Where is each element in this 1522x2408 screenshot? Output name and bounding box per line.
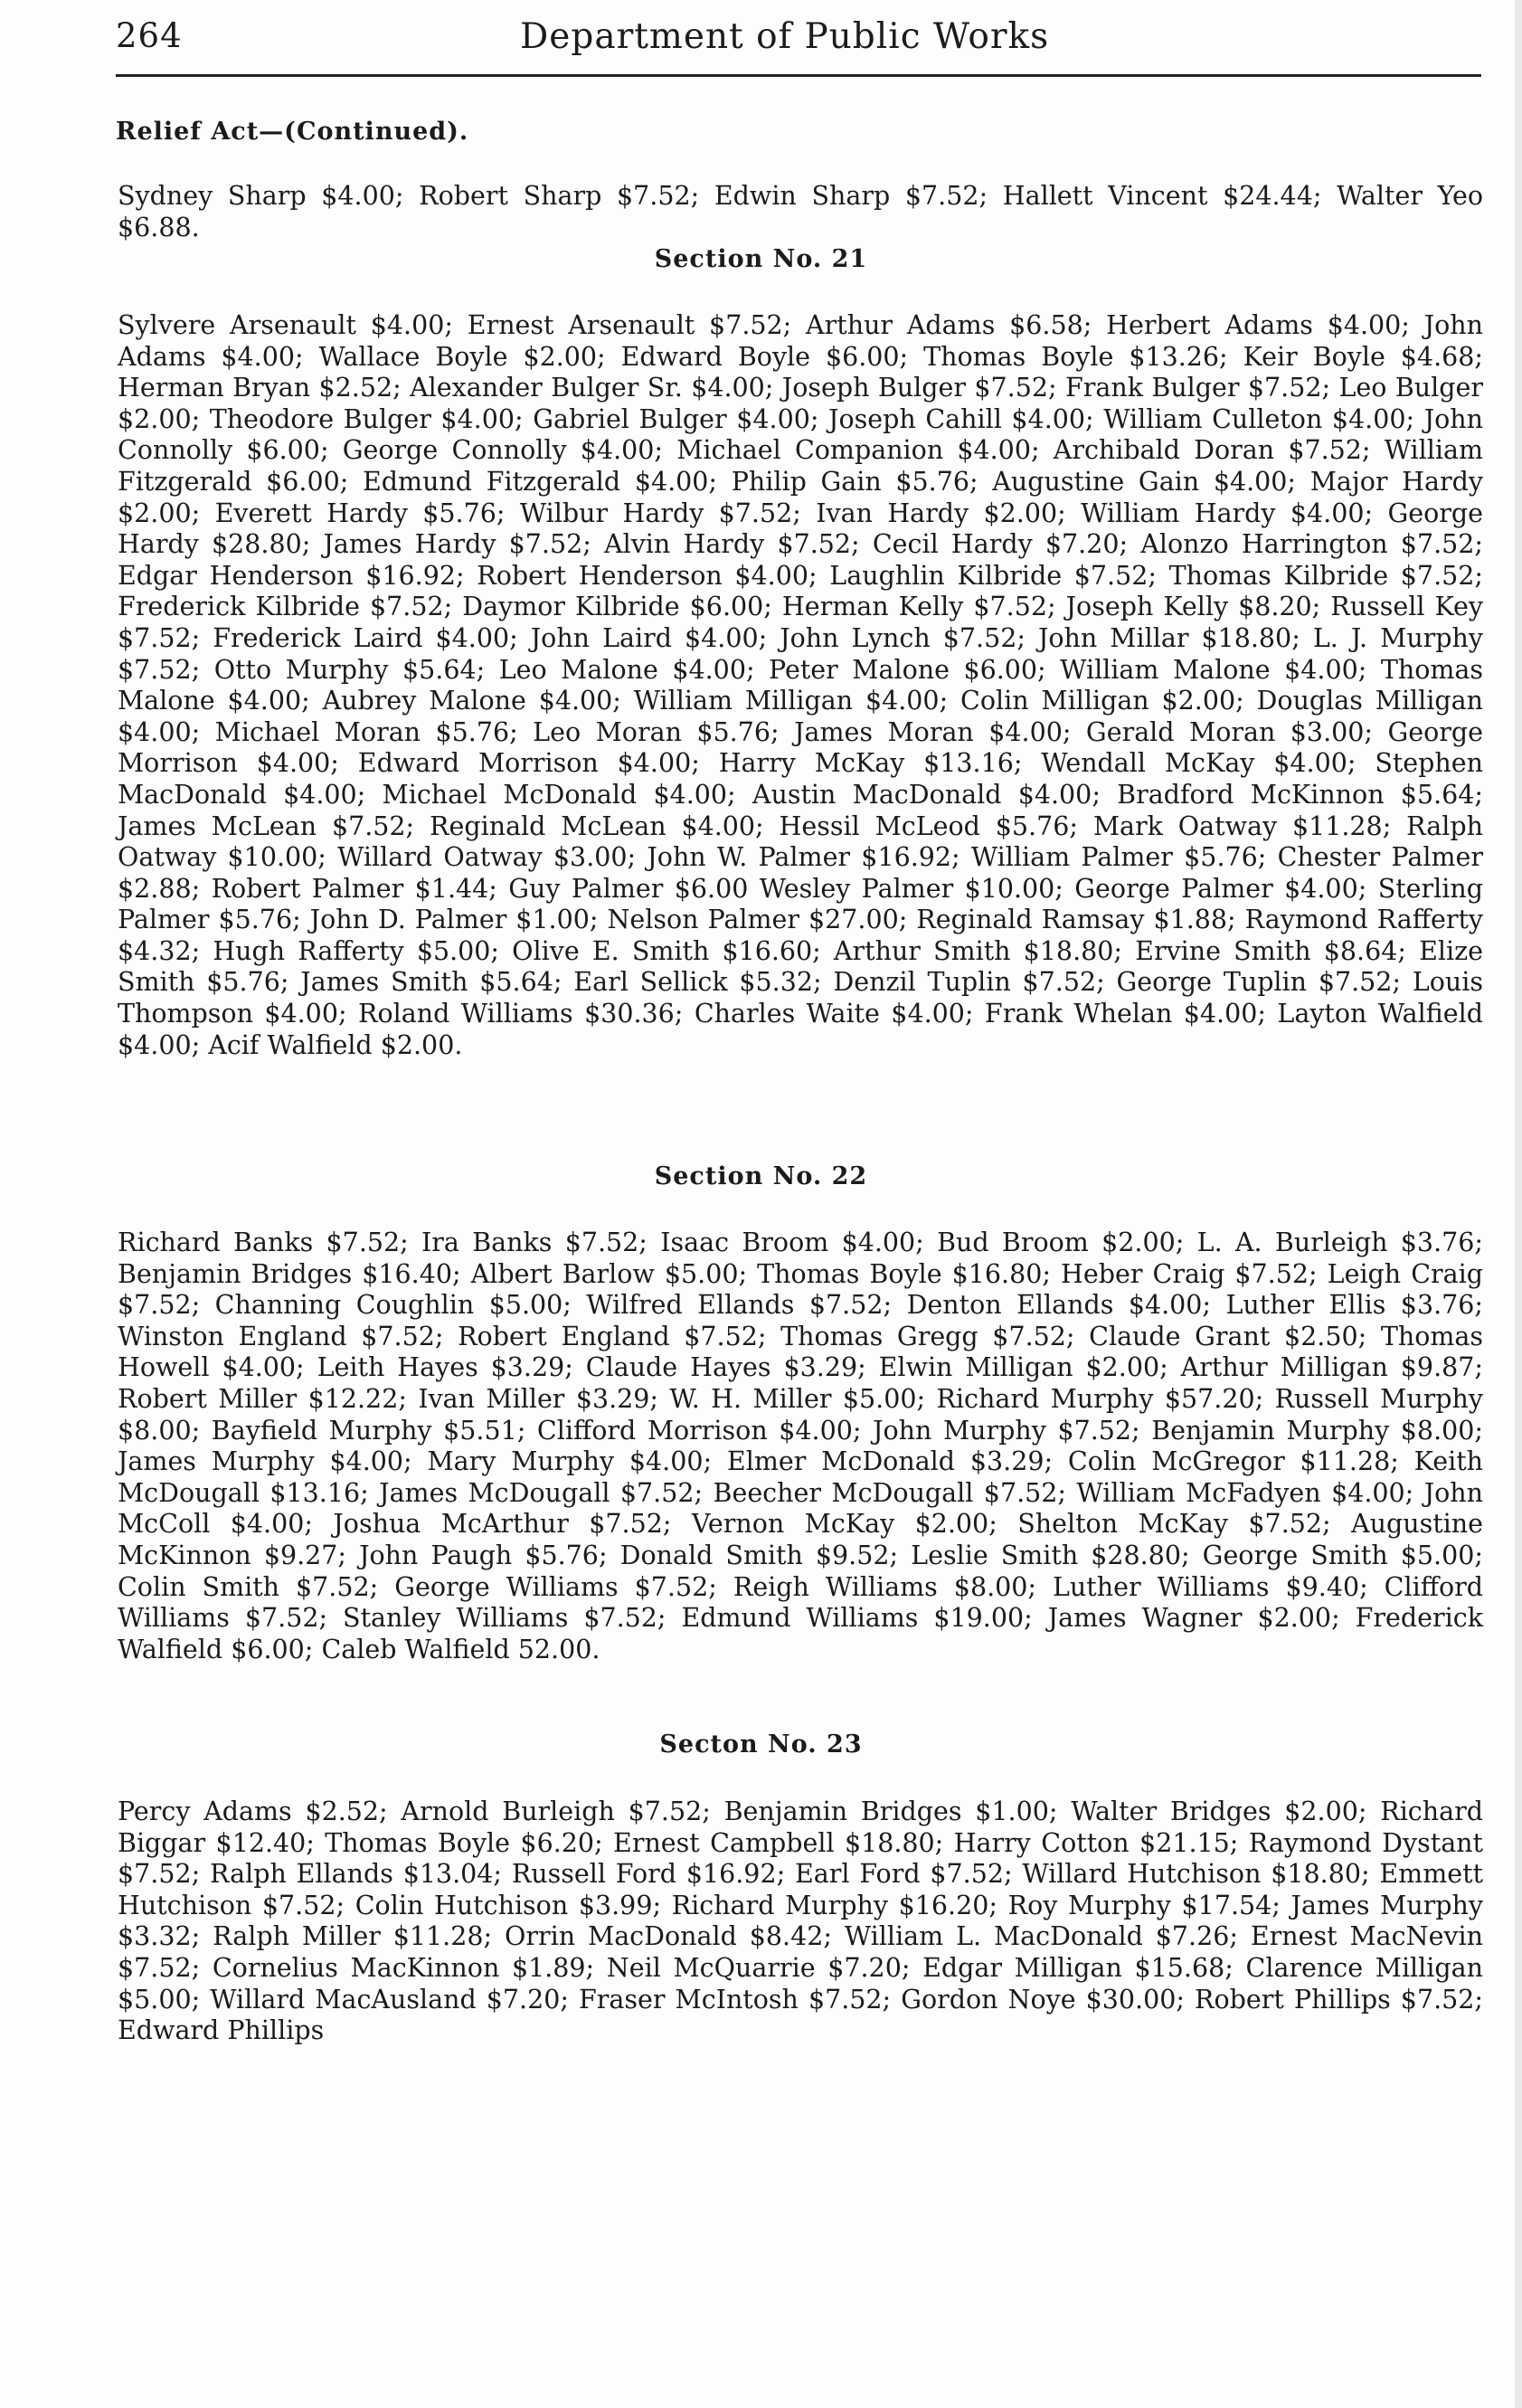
page-number: 264 — [116, 16, 183, 55]
relief-act-heading: Relief Act—(Continued). — [116, 118, 469, 146]
page-edge-shadow — [1515, 0, 1522, 2408]
section-22-heading: Section No. 22 — [654, 1162, 868, 1190]
section-21-heading: Section No. 21 — [654, 245, 868, 273]
running-title: Department of Public Works — [520, 16, 1050, 57]
section-22-paragraph: Richard Banks $7.52; Ira Banks $7.52; Isaac Broom $4.00; Bud Broom $2.00; L. A. Burleigh $3.76; Benjamin Bridges $16.40; Albert Barlow $5.00; Thomas Boyle $16.80; Heber Craig $7.52; Leigh Craig $7.52; Channing Coughlin $5.00; Wilfred Ellands $7.52; Denton Ellands $4.00; Luther Ellis $3.76; Winston England $7.52; Robert England $7.52; Thomas Gregg $7.52; Claude Grant $2.50; Thomas Howell $4.00; Leith Hayes $3.29; Claude Hayes $3.29; Elwin Milligan $2.00; Arthur Milligan $9.87; Robert Miller $12.22; Ivan Miller $3.29; W. H. Miller $5.00; Richard Murphy $57.20; Russell Murphy $8.00; Bayfield Murphy $5.51; Clifford Morrison $4.00; John Murphy $7.52; Benjamin Murphy $8.00; James Murphy $4.00; Mary Murphy $4.00; Elmer McDonald $3.29; Colin McGregor $11.28; Keith McDougall $13.16; James McDougall $7.52; Beecher McDougall $7.52; William McFadyen $4.00; John McColl $4.00; Joshua McArthur $7.52; Vernon McKay $2.00; Shelton McKay $7.52; Augustine McKinnon $9.27; John Paugh $5.76; Donald Smith $9.52; Leslie Smith $28.80; George Smith $5.00; Colin Smith $7.52; George Williams $7.52; Reigh Williams $8.00; Luther Williams $9.40; Clifford Williams $7.52; Stanley Williams $7.52; Edmund Williams $19.00; James Wagner $2.00; Frederick Walfield $6.00; Caleb Walfield 52.00. — [118, 1228, 1483, 1664]
section-23-paragraph: Percy Adams $2.52; Arnold Burleigh $7.52; Benjamin Bridges $1.00; Walter Bridges $2.00; Richard Biggar $12.40; Thomas Boyle $6.20; Ernest Campbell $18.80; Harry Cotton $21.15; Raymond Dystant $7.52; Ralph Ellands $13.04; Russell Ford $16.92; Earl Ford $7.52; Willard Hutchison $18.80; Emmett Hutchison $7.52; Colin Hutchison $3.99; Richard Murphy $16.20; Roy Murphy $17.54; James Murphy $3.32; Ralph Miller $11.28; Orrin MacDonald $8.42; William L. MacDonald $7.26; Ernest MacNevin $7.52; Cornelius MacKinnon $1.89; Neil McQuarrie $7.20; Edgar Milligan $15.68; Clarence Milligan $5.00; Willard MacAusland $7.20; Fraser McIntosh $7.52; Gordon Noye $30.00; Robert Phillips $7.52; Edward Phillips — [118, 1797, 1483, 2046]
header-rule — [116, 74, 1481, 77]
section-21-paragraph: Sylvere Arsenault $4.00; Ernest Arsenault $7.52; Arthur Adams $6.58; Herbert Adams $4.00; John Adams $4.00; Wallace Boyle $2.00; Edward Boyle $6.00; Thomas Boyle $13.26; Keir Boyle $4.68; Herman Bryan $2.52; Alexander Bulger Sr. $4.00; Joseph Bulger $7.52; Frank Bulger $7.52; Leo Bulger $2.00; Theodore Bulger $4.00; Gabriel Bulger $4.00; Joseph Cahill $4.00; William Culleton $4.00; John Connolly $6.00; George Connolly $4.00; Michael Companion $4.00; Archibald Doran $7.52; William Fitzgerald $6.00; Edmund Fitzgerald $4.00; Philip Gain $5.76; Augustine Gain $4.00; Major Hardy $2.00; Everett Hardy $5.76; Wilbur Hardy $7.52; Ivan Hardy $2.00; William Hardy $4.00; George Hardy $28.80; James Hardy $7.52; Alvin Hardy $7.52; Cecil Hardy $7.20; Alonzo Harrington $7.52; Edgar Henderson $16.92; Robert Henderson $4.00; Laughlin Kilbride $7.52; Thomas Kilbride $7.52; Frederick Kilbride $7.52; Daymor Kilbride $6.00; Herman Kelly $7.52; Joseph Kelly $8.20; Russell Key $7.52; Frederick Laird $4.00; John Laird $4.00; John Lynch $7.52; John Millar $18.80; L. J. Murphy $7.52; Otto Murphy $5.64; Leo Malone $4.00; Peter Malone $6.00; William Malone $4.00; Thomas Malone $4.00; Aubrey Malone $4.00; William Milligan $4.00; Colin Milligan $2.00; Douglas Milligan $4.00; Michael Moran $5.76; Leo Moran $5.76; James Moran $4.00; Gerald Moran $3.00; George Morrison $4.00; Edward Morrison $4.00; Harry McKay $13.16; Wendall McKay $4.00; Stephen MacDonald $4.00; Michael McDonald $4.00; Austin MacDonald $4.00; Bradford McKinnon $5.64; James McLean $7.52; Reginald McLean $4.00; Hessil McLeod $5.76; Mark Oatway $11.28; Ralph Oatway $10.00; Willard Oatway $3.00; John W. Palmer $16.92; William Palmer $5.76; Chester Palmer $2.88; Robert Palmer $1.44; Guy Palmer $6.00 Wesley Palmer $10.00; George Palmer $4.00; Sterling Palmer $5.76; John D. Palmer $1.00; Nelson Palmer $27.00; Reginald Ramsay $1.88; Raymond Rafferty $4.32; Hugh Rafferty $5.00; Olive E. Smith $16.60; Arthur Smith $18.80; Ervine Smith $8.64; Elize Smith $5.76; James Smith $5.64; Earl Sellick $5.32; Denzil Tuplin $7.52; George Tuplin $7.52; Louis Thompson $4.00; Roland Williams $30.36; Charles Waite $4.00; Frank Whelan $4.00; Layton Walfield $4.00; Acif Walfield $2.00. — [118, 310, 1483, 1060]
intro-paragraph: Sydney Sharp $4.00; Robert Sharp $7.52; Edwin Sharp $7.52; Hallett Vincent $24.44; Walter Yeo $6.88. — [118, 181, 1483, 242]
section-23-heading: Secton No. 23 — [659, 1730, 863, 1759]
